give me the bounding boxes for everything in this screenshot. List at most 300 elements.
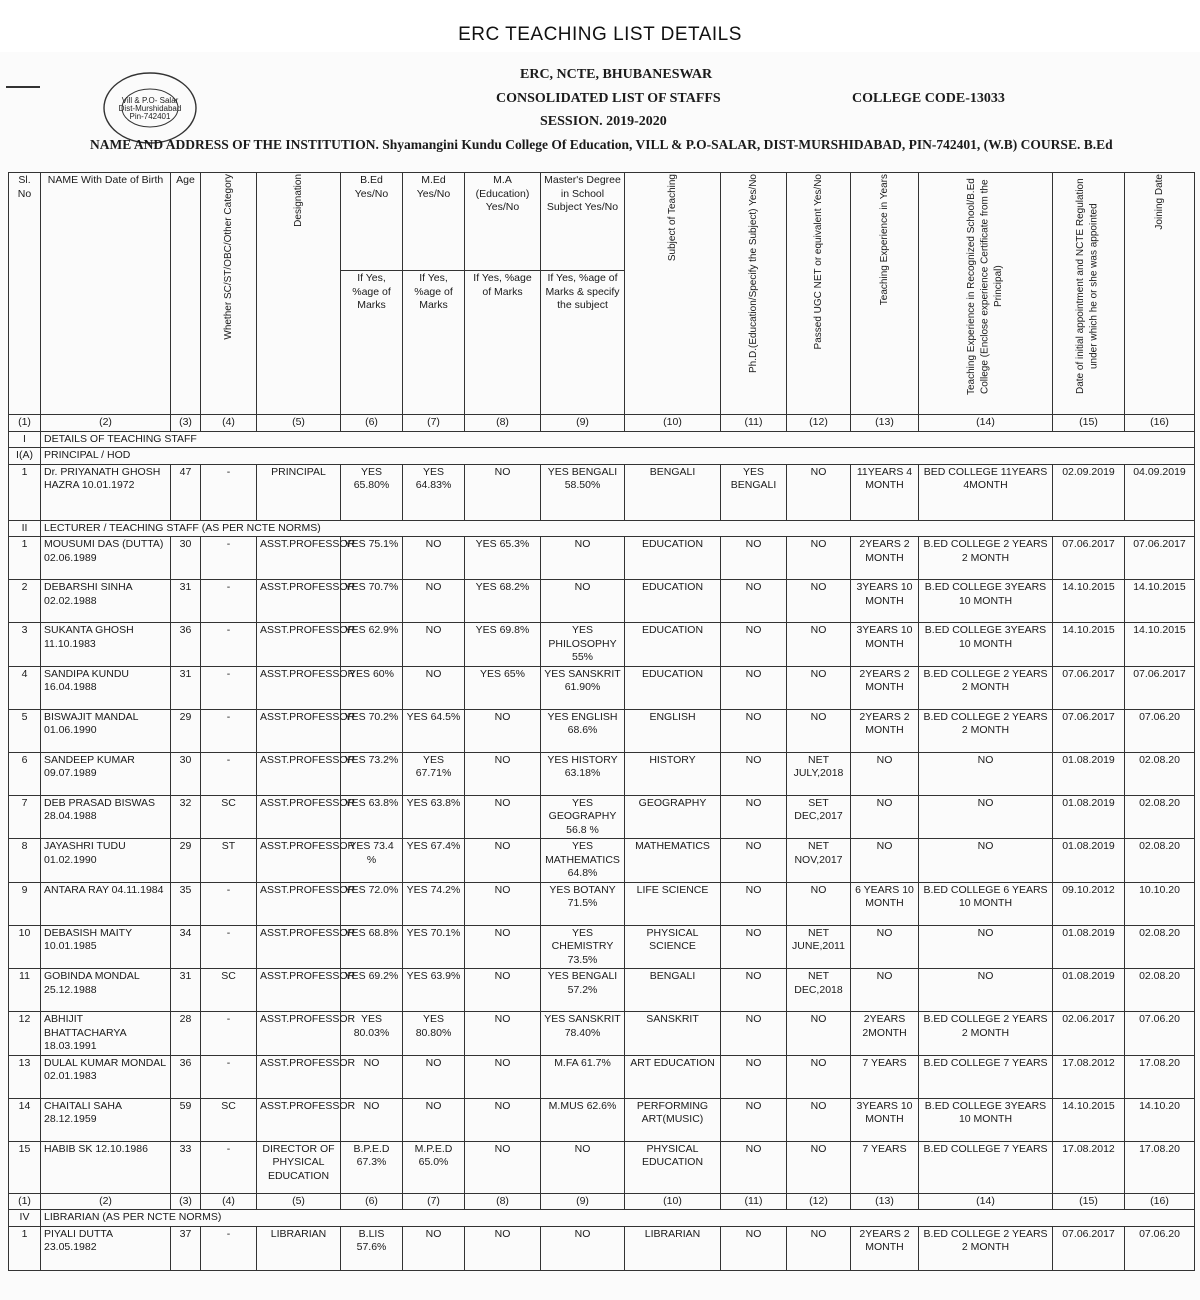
experience-school-cell: NO <box>919 969 1053 1012</box>
sl-cell: 5 <box>9 709 41 752</box>
appointment-cell: 07.06.2017 <box>1053 1226 1125 1270</box>
category-cell: - <box>201 1141 257 1193</box>
sl-cell: 1 <box>9 537 41 580</box>
med-cell: NO <box>403 1055 465 1098</box>
masters-cell: NO <box>541 1141 625 1193</box>
ma-cell: YES 65% <box>465 666 541 709</box>
experience-cell: 2YEARS 2MONTH <box>851 1012 919 1056</box>
appointment-cell: 01.08.2019 <box>1053 752 1125 795</box>
col-phd: Ph.D.(Education/Specify the Subject) Yes/No <box>747 174 759 374</box>
ma-cell: YES 68.2% <box>465 580 541 623</box>
joining-cell: 07.06.2017 <box>1125 537 1195 580</box>
col-appointment: Date of initial appointment and NCTE Regulation under which he or she was appointed <box>1074 178 1099 395</box>
column-number: (10) <box>625 1193 721 1210</box>
college-seal <box>102 70 198 146</box>
subject-cell: EDUCATION <box>625 666 721 709</box>
name-cell: HABIB SK 12.10.1986 <box>41 1141 171 1193</box>
masters-cell: M.MUS 62.6% <box>541 1098 625 1141</box>
designation-cell: ASST.PROFESSOR <box>257 537 341 580</box>
designation-cell: ASST.PROFESSOR <box>257 925 341 969</box>
sl-cell: 13 <box>9 1055 41 1098</box>
joining-cell: 07.06.20 <box>1125 1012 1195 1056</box>
age-cell: 31 <box>171 580 201 623</box>
joining-cell: 07.06.2017 <box>1125 666 1195 709</box>
experience-school-cell: B.ED COLLEGE 2 YEARS 2 MONTH <box>919 537 1053 580</box>
masters-cell: NO <box>541 537 625 580</box>
experience-school-cell: B.ED COLLEGE 3YEARS 10 MONTH <box>919 580 1053 623</box>
appointment-cell: 14.10.2015 <box>1053 580 1125 623</box>
appointment-cell: 17.08.2012 <box>1053 1141 1125 1193</box>
table-row <box>9 1098 1195 1141</box>
bed-cell: YES 63.8% <box>341 795 403 839</box>
bed-cell: YES 60% <box>341 666 403 709</box>
ma-cell: NO <box>465 1098 541 1141</box>
experience-cell: 2YEARS 2 MONTH <box>851 709 919 752</box>
section-rows <box>9 520 1195 537</box>
ma-cell: NO <box>465 1141 541 1193</box>
bed-cell: YES 62.9% <box>341 623 403 667</box>
librarian-rows <box>9 1226 1195 1270</box>
category-cell: - <box>201 1055 257 1098</box>
ma-cell: NO <box>465 464 541 520</box>
appointment-cell: 02.06.2017 <box>1053 1012 1125 1056</box>
col-bed: B.Ed Yes/No <box>341 173 403 271</box>
masters-cell: YES CHEMISTRY 73.5% <box>541 925 625 969</box>
name-cell: JAYASHRI TUDU 01.02.1990 <box>41 839 171 883</box>
appointment-cell: 17.08.2012 <box>1053 1055 1125 1098</box>
phd-cell: NO <box>721 580 787 623</box>
experience-school-cell: NO <box>919 752 1053 795</box>
appointment-cell: 14.10.2015 <box>1053 1098 1125 1141</box>
age-cell: 59 <box>171 1098 201 1141</box>
name-cell: PIYALI DUTTA 23.05.1982 <box>41 1226 171 1270</box>
age-cell: 31 <box>171 666 201 709</box>
bed-cell: YES 69.2% <box>341 969 403 1012</box>
name-cell: SANDIPA KUNDU 16.04.1988 <box>41 666 171 709</box>
age-cell: 32 <box>171 795 201 839</box>
section-label: DETAILS OF TEACHING STAFF <box>41 431 1195 448</box>
bed-cell: YES 68.8% <box>341 925 403 969</box>
joining-cell: 02.08.20 <box>1125 752 1195 795</box>
subject-cell: EDUCATION <box>625 580 721 623</box>
sl-cell: 7 <box>9 795 41 839</box>
net-cell: NO <box>787 1012 851 1056</box>
bed-cell: YES 73.4 % <box>341 839 403 883</box>
header-line1: ERC, NCTE, BHUBANESWAR <box>520 67 713 82</box>
column-number: (14) <box>919 1193 1053 1210</box>
subject-cell: SANSKRIT <box>625 1012 721 1056</box>
sl-cell: 9 <box>9 882 41 925</box>
subject-cell: PHYSICAL EDUCATION <box>625 1141 721 1193</box>
net-cell: NO <box>787 464 851 520</box>
category-cell: SC <box>201 1098 257 1141</box>
appointment-cell: 02.09.2019 <box>1053 464 1125 520</box>
med-cell: NO <box>403 666 465 709</box>
joining-cell: 14.10.20 <box>1125 1098 1195 1141</box>
category-cell: - <box>201 1226 257 1270</box>
category-cell: ST <box>201 839 257 883</box>
experience-cell: NO <box>851 752 919 795</box>
med-cell: NO <box>403 623 465 667</box>
category-cell: - <box>201 752 257 795</box>
phd-cell: NO <box>721 666 787 709</box>
designation-cell: ASST.PROFESSOR <box>257 580 341 623</box>
experience-cell: 7 YEARS <box>851 1055 919 1098</box>
age-cell: 47 <box>171 464 201 520</box>
net-cell: NO <box>787 666 851 709</box>
phd-cell: YES BENGALI <box>721 464 787 520</box>
joining-cell: 14.10.2015 <box>1125 623 1195 667</box>
col-med: M.Ed Yes/No <box>403 173 465 271</box>
med-cell: NO <box>403 1226 465 1270</box>
ma-cell: NO <box>465 882 541 925</box>
experience-school-cell: B.ED COLLEGE 7 YEARS <box>919 1055 1053 1098</box>
bed-cell: YES 70.7% <box>341 580 403 623</box>
column-number: (13) <box>851 1193 919 1210</box>
category-cell: - <box>201 1012 257 1056</box>
category-cell: - <box>201 709 257 752</box>
column-number: (15) <box>1053 1193 1125 1210</box>
name-cell: DEBARSHI SINHA 02.02.1988 <box>41 580 171 623</box>
masters-cell: NO <box>541 1226 625 1270</box>
table-row <box>9 1012 1195 1056</box>
pen-mark <box>6 86 40 88</box>
bed-cell: NO <box>341 1098 403 1141</box>
phd-cell: NO <box>721 537 787 580</box>
joining-cell: 17.08.20 <box>1125 1055 1195 1098</box>
section-number: I(A) <box>9 448 41 465</box>
column-number: (11) <box>721 415 787 432</box>
experience-school-cell: B.ED COLLEGE 3YEARS 10 MONTH <box>919 623 1053 667</box>
appointment-cell: 07.06.2017 <box>1053 666 1125 709</box>
category-cell: - <box>201 925 257 969</box>
col-name: NAME With Date of Birth <box>41 173 171 415</box>
name-cell: CHAITALI SAHA 28.12.1959 <box>41 1098 171 1141</box>
age-cell: 30 <box>171 752 201 795</box>
col-bed-sub: If Yes, %age of Marks <box>341 271 403 415</box>
name-cell: GOBINDA MONDAL 25.12.1988 <box>41 969 171 1012</box>
category-cell: SC <box>201 795 257 839</box>
joining-cell: 02.08.20 <box>1125 795 1195 839</box>
masters-cell: M.FA 61.7% <box>541 1055 625 1098</box>
subject-cell: MATHEMATICS <box>625 839 721 883</box>
table-row <box>9 537 1195 580</box>
designation-cell: ASST.PROFESSOR <box>257 1012 341 1056</box>
column-number: (4) <box>201 415 257 432</box>
masters-cell: YES BOTANY 71.5% <box>541 882 625 925</box>
col-exp: Teaching Experience in Years <box>878 174 890 306</box>
med-cell: YES 67.4% <box>403 839 465 883</box>
experience-cell: 3YEARS 10 MONTH <box>851 580 919 623</box>
col-sl: Sl. No <box>9 173 41 415</box>
age-cell: 29 <box>171 839 201 883</box>
experience-school-cell: B.ED COLLEGE 7 YEARS <box>919 1141 1053 1193</box>
designation-cell: ASST.PROFESSOR <box>257 839 341 883</box>
name-cell: DULAL KUMAR MONDAL 02.01.1983 <box>41 1055 171 1098</box>
col-med-sub: If Yes, %age of Marks <box>403 271 465 415</box>
subject-cell: PERFORMING ART(MUSIC) <box>625 1098 721 1141</box>
net-cell: NO <box>787 1098 851 1141</box>
institution-address: NAME AND ADDRESS OF THE INSTITUTION. Shyamangini Kundu College Of Education, VILL & P.O-SALAR, DIST-MURSHIDABAD, PIN-742401, (W.B) COURSE. B.Ed <box>90 137 1113 152</box>
col-masters: Master's Degree in School Subject Yes/No <box>541 173 625 271</box>
experience-school-cell: NO <box>919 925 1053 969</box>
ma-cell: NO <box>465 1055 541 1098</box>
col-age: Age <box>171 173 201 415</box>
table-row <box>9 580 1195 623</box>
name-cell: MOUSUMI DAS (DUTTA) 02.06.1989 <box>41 537 171 580</box>
joining-cell: 04.09.2019 <box>1125 464 1195 520</box>
col-designation: Designation <box>292 174 304 227</box>
designation-cell: ASST.PROFESSOR <box>257 709 341 752</box>
experience-cell: 7 YEARS <box>851 1141 919 1193</box>
med-cell: NO <box>403 580 465 623</box>
designation-cell: PRINCIPAL <box>257 464 341 520</box>
designation-cell: DIRECTOR OF PHYSICAL EDUCATION <box>257 1141 341 1193</box>
category-cell: - <box>201 666 257 709</box>
med-cell: M.P.E.D 65.0% <box>403 1141 465 1193</box>
net-cell: NET NOV,2017 <box>787 839 851 883</box>
sl-cell: 2 <box>9 580 41 623</box>
joining-cell: 02.08.20 <box>1125 839 1195 883</box>
ma-cell: YES 65.3% <box>465 537 541 580</box>
designation-cell: ASST.PROFESSOR <box>257 1055 341 1098</box>
sl-cell: 4 <box>9 666 41 709</box>
section-label: LECTURER / TEACHING STAFF (AS PER NCTE NORMS) <box>41 520 1195 537</box>
sl-cell: 6 <box>9 752 41 795</box>
med-cell: YES 64.83% <box>403 464 465 520</box>
masters-cell: YES BENGALI 58.50% <box>541 464 625 520</box>
table-head <box>9 173 1195 415</box>
table-row <box>9 1226 1195 1270</box>
table-row <box>9 882 1195 925</box>
staff-rows <box>9 537 1195 1194</box>
category-cell: - <box>201 580 257 623</box>
experience-cell: 2YEARS 2 MONTH <box>851 537 919 580</box>
sl-cell: 1 <box>9 464 41 520</box>
phd-cell: NO <box>721 795 787 839</box>
subject-cell: EDUCATION <box>625 623 721 667</box>
table-row <box>9 1141 1195 1193</box>
experience-school-cell: B.ED COLLEGE 2 YEARS 2 MONTH <box>919 709 1053 752</box>
svg-text:Pin-742401: Pin-742401 <box>129 112 171 121</box>
column-number: (4) <box>201 1193 257 1210</box>
experience-school-cell: B.ED COLLEGE 2 YEARS 2 MONTH <box>919 666 1053 709</box>
column-number: (7) <box>403 1193 465 1210</box>
phd-cell: NO <box>721 1141 787 1193</box>
joining-cell: 10.10.20 <box>1125 882 1195 925</box>
experience-school-cell: B.ED COLLEGE 3YEARS 10 MONTH <box>919 1098 1053 1141</box>
col-joining: Joining Date <box>1153 174 1165 230</box>
med-cell: YES 80.80% <box>403 1012 465 1056</box>
section-number: IV <box>9 1210 41 1227</box>
column-number: (8) <box>465 415 541 432</box>
joining-cell: 14.10.2015 <box>1125 580 1195 623</box>
bed-cell: B.P.E.D 67.3% <box>341 1141 403 1193</box>
column-numbers <box>9 415 1195 432</box>
header-session: SESSION. 2019-2020 <box>540 114 667 129</box>
table-row <box>9 623 1195 667</box>
col-ma-sub: If Yes, %age of Marks <box>465 271 541 415</box>
phd-cell: NO <box>721 1055 787 1098</box>
category-cell: - <box>201 537 257 580</box>
subject-cell: HISTORY <box>625 752 721 795</box>
phd-cell: NO <box>721 1226 787 1270</box>
med-cell: YES 74.2% <box>403 882 465 925</box>
net-cell: NO <box>787 882 851 925</box>
age-cell: 36 <box>171 1055 201 1098</box>
phd-cell: NO <box>721 709 787 752</box>
net-cell: NO <box>787 580 851 623</box>
col-masters-sub: If Yes, %age of Marks & specify the subject <box>541 271 625 415</box>
svg-text:Dist-Murshidabad: Dist-Murshidabad <box>118 104 182 113</box>
net-cell: NO <box>787 1226 851 1270</box>
experience-cell: NO <box>851 795 919 839</box>
page-title: ERC TEACHING LIST DETAILS <box>458 24 742 45</box>
phd-cell: NO <box>721 925 787 969</box>
ma-cell: YES 69.8% <box>465 623 541 667</box>
bed-cell: B.LIS 57.6% <box>341 1226 403 1270</box>
experience-school-cell: B.ED COLLEGE 2 YEARS 2 MONTH <box>919 1226 1053 1270</box>
staff-table <box>8 172 1195 1271</box>
table-row <box>9 1055 1195 1098</box>
table-row <box>9 925 1195 969</box>
bed-cell: NO <box>341 1055 403 1098</box>
phd-cell: NO <box>721 969 787 1012</box>
table-row <box>9 969 1195 1012</box>
bed-cell: YES 70.2% <box>341 709 403 752</box>
net-cell: NO <box>787 709 851 752</box>
bed-cell: YES 72.0% <box>341 882 403 925</box>
column-number: (1) <box>9 1193 41 1210</box>
ma-cell: NO <box>465 752 541 795</box>
column-number: (13) <box>851 415 919 432</box>
principal-rows <box>9 464 1195 520</box>
subject-cell: PHYSICAL SCIENCE <box>625 925 721 969</box>
sl-cell: 12 <box>9 1012 41 1056</box>
sl-cell: 3 <box>9 623 41 667</box>
ma-cell: NO <box>465 1012 541 1056</box>
ma-cell: NO <box>465 969 541 1012</box>
sl-cell: 10 <box>9 925 41 969</box>
appointment-cell: 01.08.2019 <box>1053 925 1125 969</box>
subject-cell: LIBRARIAN <box>625 1226 721 1270</box>
table-row <box>9 839 1195 883</box>
phd-cell: NO <box>721 1098 787 1141</box>
appointment-cell: 01.08.2019 <box>1053 969 1125 1012</box>
age-cell: 36 <box>171 623 201 667</box>
column-number: (5) <box>257 415 341 432</box>
column-numbers <box>9 1193 1195 1210</box>
experience-cell: 6 YEARS 10 MONTH <box>851 882 919 925</box>
designation-cell: ASST.PROFESSOR <box>257 623 341 667</box>
subject-cell: LIFE SCIENCE <box>625 882 721 925</box>
section-rows <box>9 431 1195 464</box>
age-cell: 29 <box>171 709 201 752</box>
age-cell: 34 <box>171 925 201 969</box>
age-cell: 31 <box>171 969 201 1012</box>
net-cell: SET DEC,2017 <box>787 795 851 839</box>
phd-cell: NO <box>721 1012 787 1056</box>
section-rows <box>9 1210 1195 1227</box>
appointment-cell: 09.10.2012 <box>1053 882 1125 925</box>
col-exp-school: Teaching Experience in Recognized School/B.Ed College (Enclose experience Certificate from the Principal) <box>965 178 1004 395</box>
column-number: (1) <box>9 415 41 432</box>
med-cell: YES 70.1% <box>403 925 465 969</box>
appointment-cell: 01.08.2019 <box>1053 839 1125 883</box>
med-cell: YES 67.71% <box>403 752 465 795</box>
net-cell: NET JULY,2018 <box>787 752 851 795</box>
sl-cell: 8 <box>9 839 41 883</box>
subject-cell: EDUCATION <box>625 537 721 580</box>
masters-cell: NO <box>541 580 625 623</box>
joining-cell: 02.08.20 <box>1125 925 1195 969</box>
experience-school-cell: BED COLLEGE 11YEARS 4MONTH <box>919 464 1053 520</box>
col-ma: M.A (Education) Yes/No <box>465 173 541 271</box>
masters-cell: YES ENGLISH 68.6% <box>541 709 625 752</box>
sl-cell: 15 <box>9 1141 41 1193</box>
name-cell: ANTARA RAY 04.11.1984 <box>41 882 171 925</box>
age-cell: 37 <box>171 1226 201 1270</box>
subject-cell: GEOGRAPHY <box>625 795 721 839</box>
column-number: (12) <box>787 415 851 432</box>
net-cell: NO <box>787 537 851 580</box>
experience-cell: 3YEARS 10 MONTH <box>851 1098 919 1141</box>
column-number: (16) <box>1125 415 1195 432</box>
experience-cell: 2YEARS 2 MONTH <box>851 1226 919 1270</box>
ma-cell: NO <box>465 709 541 752</box>
phd-cell: NO <box>721 752 787 795</box>
column-number: (2) <box>41 415 171 432</box>
joining-cell: 07.06.20 <box>1125 709 1195 752</box>
table-row <box>9 464 1195 520</box>
experience-cell: NO <box>851 969 919 1012</box>
table-row <box>9 709 1195 752</box>
svg-text:Vill & P.O- Salar: Vill & P.O- Salar <box>121 96 179 105</box>
designation-cell: ASST.PROFESSOR <box>257 882 341 925</box>
column-number: (2) <box>41 1193 171 1210</box>
name-cell: DEBASISH MAITY 10.01.1985 <box>41 925 171 969</box>
subject-cell: ART EDUCATION <box>625 1055 721 1098</box>
designation-cell: ASST.PROFESSOR <box>257 795 341 839</box>
bed-cell: YES 73.2% <box>341 752 403 795</box>
designation-cell: ASST.PROFESSOR <box>257 752 341 795</box>
name-cell: BISWAJIT MANDAL 01.06.1990 <box>41 709 171 752</box>
bed-cell: YES 75.1% <box>341 537 403 580</box>
appointment-cell: 01.08.2019 <box>1053 795 1125 839</box>
masters-cell: YES PHILOSOPHY 55% <box>541 623 625 667</box>
column-number: (9) <box>541 1193 625 1210</box>
col-category: Whether SC/ST/OBC/Other Category <box>222 174 234 340</box>
section-number: II <box>9 520 41 537</box>
column-number: (11) <box>721 1193 787 1210</box>
column-number: (10) <box>625 415 721 432</box>
column-number: (3) <box>171 1193 201 1210</box>
designation-cell: ASST.PROFESSOR <box>257 969 341 1012</box>
experience-school-cell: B.ED COLLEGE 6 YEARS 10 MONTH <box>919 882 1053 925</box>
category-cell: - <box>201 882 257 925</box>
column-number: (15) <box>1053 415 1125 432</box>
bed-cell: YES 65.80% <box>341 464 403 520</box>
masters-cell: YES GEOGRAPHY 56.8 % <box>541 795 625 839</box>
appointment-cell: 07.06.2017 <box>1053 709 1125 752</box>
bed-cell: YES 80.03% <box>341 1012 403 1056</box>
net-cell: NO <box>787 623 851 667</box>
name-cell: DEB PRASAD BISWAS 28.04.1988 <box>41 795 171 839</box>
med-cell: YES 64.5% <box>403 709 465 752</box>
name-cell: Dr. PRIYANATH GHOSH HAZRA 10.01.1972 <box>41 464 171 520</box>
category-cell: - <box>201 464 257 520</box>
experience-school-cell: NO <box>919 795 1053 839</box>
